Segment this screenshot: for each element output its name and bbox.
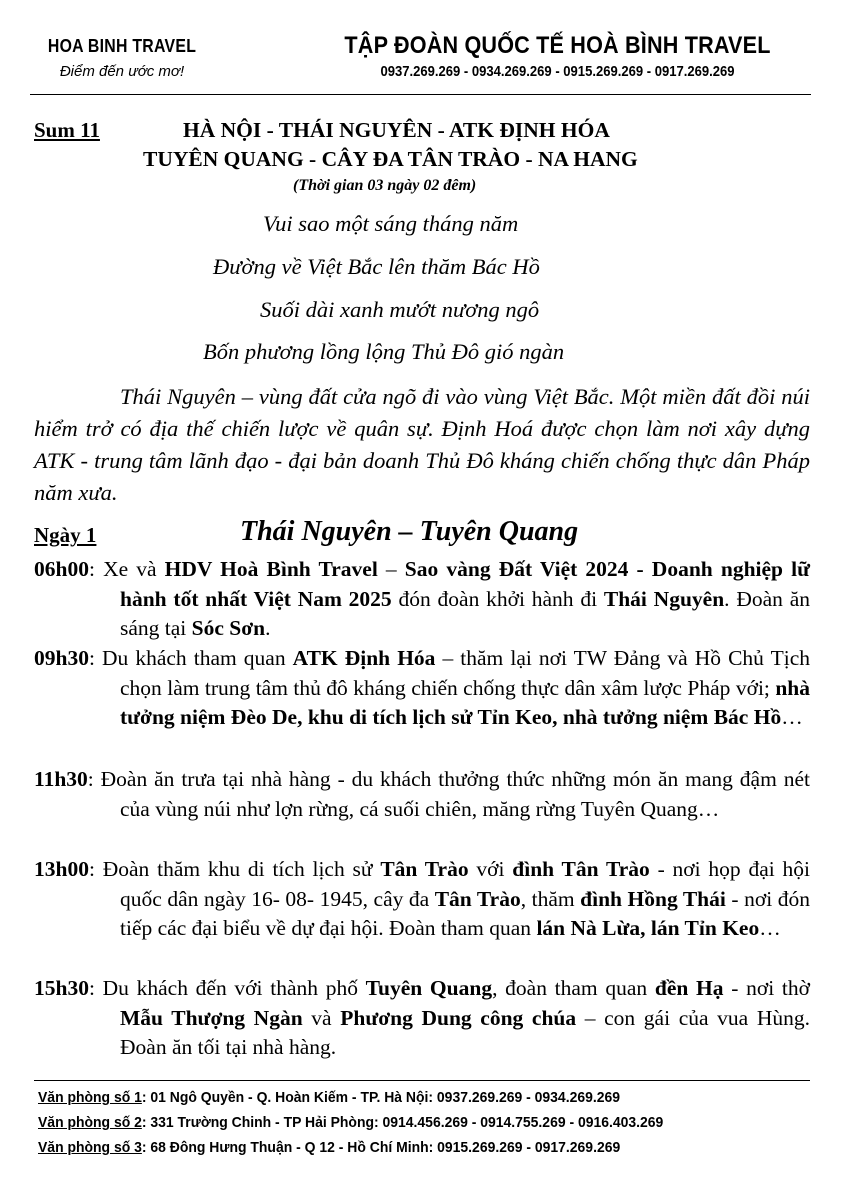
- schedule-text: : Du khách tham quan: [88, 646, 293, 670]
- tour-title-line-1: HÀ NỘI - THÁI NGUYÊN - ATK ĐỊNH HÓA: [183, 118, 610, 142]
- intro-paragraph: Thái Nguyên – vùng đất cửa ngõ đi vào vùng Việt Bắc. Một miền đất đồi núi hiểm trở có địa thế chiến lược về quân sự. Định Hoá được chọn làm nơi xây dựng ATK - trung tâm lãnh đạo - đại bản doanh Thủ Đô kháng chiến chống thực dân Pháp năm xưa.: [34, 384, 810, 505]
- office-line: [38, 1089, 620, 1106]
- schedule-highlight: Tân Trào: [434, 886, 521, 911]
- schedule-item: [34, 974, 810, 1063]
- schedule-text: – thăm lại nơi TW Đảng và Hồ Chủ Tịch chọn làm trung tâm thủ đô kháng chiến chống thực dân xâm lược Pháp với;: [120, 646, 810, 700]
- office-address: : 01 Ngô Quyền - Q. Hoàn Kiếm - TP. Hà Nội: 0937.269.269 - 0934.269.269: [141, 1089, 620, 1106]
- schedule-highlight: đình Hồng Thái: [580, 886, 726, 911]
- schedule-highlight: lán Nà Lừa, lán Tỉn Keo: [536, 916, 760, 940]
- schedule-item: [34, 555, 810, 644]
- poem-line: Đường về Việt Bắc lên thăm Bác Hồ: [213, 254, 540, 279]
- schedule-text: : Đoàn ăn trưa tại nhà hàng - du khách thưởng thức những món ăn mang đậm nét của vùng núi như lợn rừng, cá suối chiên, măng rừng Tuyên Quang…: [87, 767, 810, 821]
- schedule-highlight: Tân Trào: [380, 857, 469, 881]
- tour-title-line-2: TUYÊN QUANG - CÂY ĐA TÂN TRÀO - NA HANG: [143, 147, 638, 171]
- schedule-highlight: ATK Định Hóa: [292, 646, 436, 670]
- schedule-item: [34, 644, 810, 733]
- schedule-time: 11h30: [34, 767, 88, 791]
- day-label: Ngày 1: [34, 523, 97, 547]
- brand-slogan: Điểm đến ước mơ!: [59, 63, 185, 80]
- schedule-time: 09h30: [34, 646, 89, 670]
- office-label: Văn phòng số 3: [38, 1139, 142, 1156]
- brand-name: HOA BINH TRAVEL: [47, 36, 197, 56]
- schedule-time: 06h00: [34, 557, 89, 581]
- tour-code: Sum 11: [34, 118, 100, 142]
- schedule-highlight: đình Tân Trào: [512, 857, 650, 881]
- schedule-text: - nơi họp đại hội quốc dân ngày 16- 08- 1945, cây đa: [120, 857, 810, 911]
- office-label: Văn phòng số 1: [38, 1089, 142, 1106]
- poem-line: Bốn phương lồng lộng Thủ Đô gió ngàn: [203, 339, 565, 364]
- office-address: : 68 Đông Hưng Thuận - Q 12 - Hồ Chí Minh: 0915.269.269 - 0917.269.269: [141, 1139, 621, 1156]
- header-divider: [30, 94, 811, 95]
- brand-block: [22, 36, 222, 80]
- tour-duration: (Thời gian 03 ngày 02 đêm): [293, 177, 477, 194]
- schedule-text: …: [759, 916, 781, 940]
- schedule-highlight: nhà tưởng niệm Đèo De, khu di tích lịch sử Tỉn Keo, nhà tưởng niệm Bác Hồ: [120, 675, 810, 729]
- schedule-text: …: [781, 705, 803, 729]
- schedule-text: - nơi đón tiếp các đại biểu về dự đại hội. Đoàn tham quan: [120, 886, 810, 940]
- poem-line: Vui sao một sáng tháng năm: [263, 211, 519, 236]
- day-title: Thái Nguyên – Tuyên Quang: [240, 516, 579, 547]
- schedule-item: [34, 765, 810, 824]
- schedule-highlight: Mẫu Thượng Ngàn: [120, 1005, 303, 1030]
- schedule-time: 15h30: [34, 976, 89, 1000]
- office-line: [38, 1114, 663, 1131]
- schedule-text: –: [377, 557, 405, 581]
- schedule-text: - nơi thờ: [723, 976, 810, 1000]
- schedule-text: đón đoàn khởi hành đi: [391, 586, 604, 611]
- schedule-highlight: Tuyên Quang: [365, 976, 493, 1000]
- footer-divider: [34, 1080, 810, 1081]
- schedule-text: : Du khách đến với thành phố: [88, 976, 366, 1000]
- schedule-item: [34, 855, 810, 944]
- schedule-highlight: Sao vàng Đất Việt 2024 - Doanh nghiệp lữ hành tốt nhất Việt Nam 2025: [120, 557, 810, 611]
- schedule-text: , thăm: [520, 886, 581, 911]
- schedule-highlight: HDV Hoà Bình Travel: [164, 557, 378, 581]
- schedule-text: . Đoàn ăn sáng tại: [120, 586, 810, 640]
- schedule-highlight: Sóc Sơn: [191, 616, 266, 640]
- schedule-text: : Xe và: [88, 557, 165, 581]
- schedule-text: – con gái của vua Hùng. Đoàn ăn tối tại nhà hàng.: [120, 1005, 810, 1059]
- office-label: Văn phòng số 2: [38, 1114, 142, 1131]
- schedule-time: 13h00: [34, 857, 89, 881]
- schedule-text: .: [265, 616, 271, 640]
- office-address: : 331 Trường Chinh - TP Hải Phòng: 0914.456.269 - 0914.755.269 - 0916.403.269: [141, 1114, 664, 1131]
- schedule-text: và: [302, 1005, 341, 1030]
- schedule-text: với: [468, 857, 513, 881]
- office-line: [38, 1139, 620, 1156]
- company-phones: 0937.269.269 - 0934.269.269 - 0915.269.269 - 0917.269.269: [380, 64, 735, 80]
- company-block: [290, 32, 825, 80]
- schedule-highlight: Thái Nguyên: [603, 586, 725, 611]
- poem-line: Suối dài xanh mướt nương ngô: [260, 297, 540, 322]
- schedule-highlight: đền Hạ: [654, 976, 724, 1000]
- schedule-highlight: Phương Dung công chúa: [340, 1005, 577, 1030]
- schedule-text: , đoàn tham quan: [492, 976, 655, 1000]
- schedule-text: : Đoàn thăm khu di tích lịch sử: [88, 857, 381, 881]
- company-name: TẬP ĐOÀN QUỐC TẾ HOÀ BÌNH TRAVEL: [344, 32, 771, 59]
